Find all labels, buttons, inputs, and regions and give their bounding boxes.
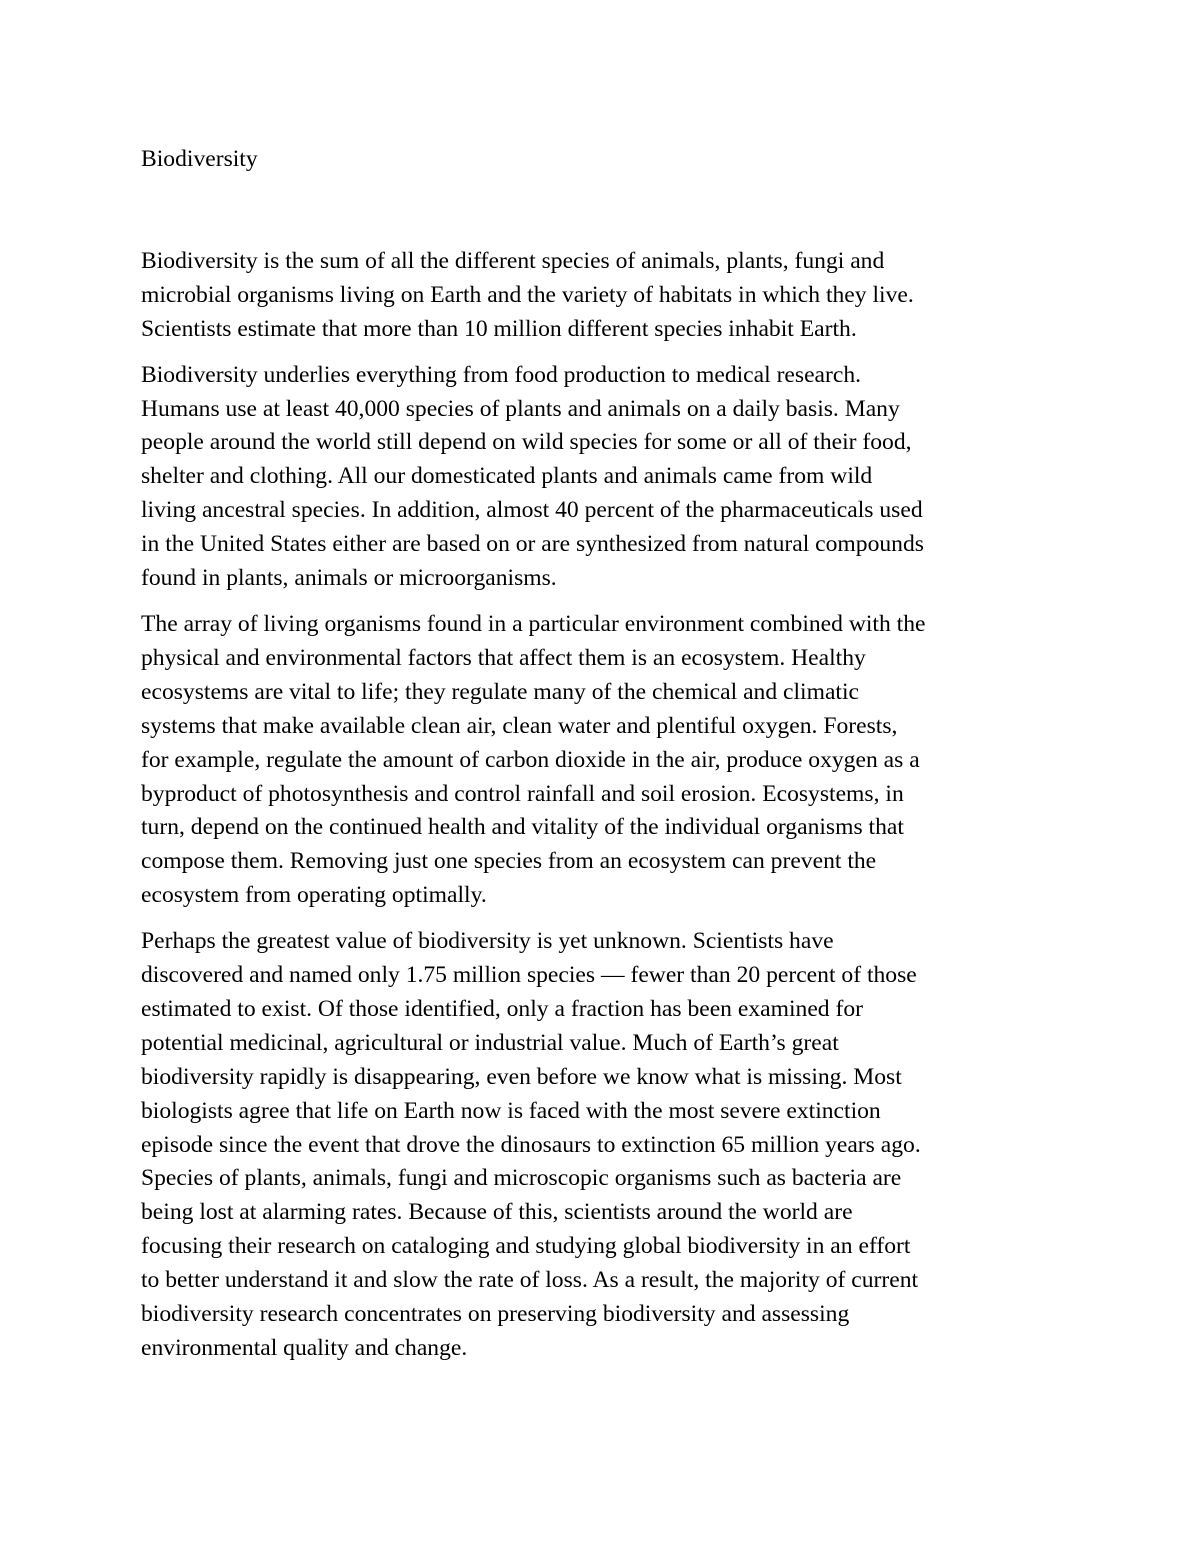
text-line: to better understand it and slow the rate of loss. As a result, the majority of current xyxy=(141,1267,919,1294)
text-line: Scientists estimate that more than 10 million different species inhabit Earth. xyxy=(141,315,857,342)
text-line: Biodiversity is the sum of all the different species of animals, plants, fungi and xyxy=(141,247,885,274)
text-line: focusing their research on cataloging and studying global biodiversity in an effort xyxy=(141,1233,911,1260)
text-line: Biodiversity underlies everything from food production to medical research. xyxy=(141,361,862,388)
paragraph-3 xyxy=(141,608,1066,913)
document-title: Biodiversity xyxy=(141,146,258,172)
paragraph-2 xyxy=(141,359,1066,596)
text-line: environmental quality and change. xyxy=(141,1335,468,1361)
paragraph-1 xyxy=(141,245,1066,347)
text-line: discovered and named only 1.75 million species — fewer than 20 percent of those xyxy=(141,962,917,989)
document-body xyxy=(141,143,1066,1378)
text-line: Humans use at least 40,000 species of plants and animals on a daily basis. Many xyxy=(141,395,900,422)
text-line: living ancestral species. In addition, almost 40 percent of the pharmaceuticals used xyxy=(141,497,923,524)
text-line: biologists agree that life on Earth now is faced with the most severe extinction xyxy=(141,1097,881,1124)
text-line: physical and environmental factors that affect them is an ecosystem. Healthy xyxy=(141,644,866,671)
text-line: biodiversity rapidly is disappearing, even before we know what is missing. Most xyxy=(141,1063,902,1090)
text-line: biodiversity research concentrates on preserving biodiversity and assessing xyxy=(141,1301,850,1328)
paragraph-4 xyxy=(141,925,1066,1366)
text-line: estimated to exist. Of those identified, only a fraction has been examined for xyxy=(141,995,864,1022)
text-line: shelter and clothing. All our domesticated plants and animals came from wild xyxy=(141,463,873,490)
text-line: The array of living organisms found in a particular environment combined with the xyxy=(141,610,926,637)
text-line: microbial organisms living on Earth and the variety of habitats in which they live. xyxy=(141,281,914,308)
text-line: Perhaps the greatest value of biodiversity is yet unknown. Scientists have xyxy=(141,928,834,955)
text-line: found in plants, animals or microorganisms. xyxy=(141,565,557,592)
text-line: turn, depend on the continued health and vitality of the individual organisms that xyxy=(141,814,904,841)
text-line: people around the world still depend on wild species for some or all of their food, xyxy=(141,429,912,456)
text-line: ecosystem from operating optimally. xyxy=(141,882,487,909)
text-line: compose them. Removing just one species from an ecosystem can prevent the xyxy=(141,848,877,875)
text-line: systems that make available clean air, clean water and plentiful oxygen. Forests, xyxy=(141,712,898,739)
text-line: Species of plants, animals, fungi and microscopic organisms such as bacteria are xyxy=(141,1165,902,1192)
text-line: byproduct of photosynthesis and control rainfall and soil erosion. Ecosystems, in xyxy=(141,780,904,807)
text-line: potential medicinal, agricultural or industrial value. Much of Earth’s great xyxy=(141,1029,839,1056)
text-line: for example, regulate the amount of carbon dioxide in the air, produce oxygen as a xyxy=(141,746,920,773)
text-line: in the United States either are based on or are synthesized from natural compounds xyxy=(141,531,924,558)
text-line: ecosystems are vital to life; they regulate many of the chemical and climatic xyxy=(141,678,860,705)
text-line: episode since the event that drove the dinosaurs to extinction 65 million years ago. xyxy=(141,1131,921,1158)
text-line: being lost at alarming rates. Because of this, scientists around the world are xyxy=(141,1199,853,1226)
